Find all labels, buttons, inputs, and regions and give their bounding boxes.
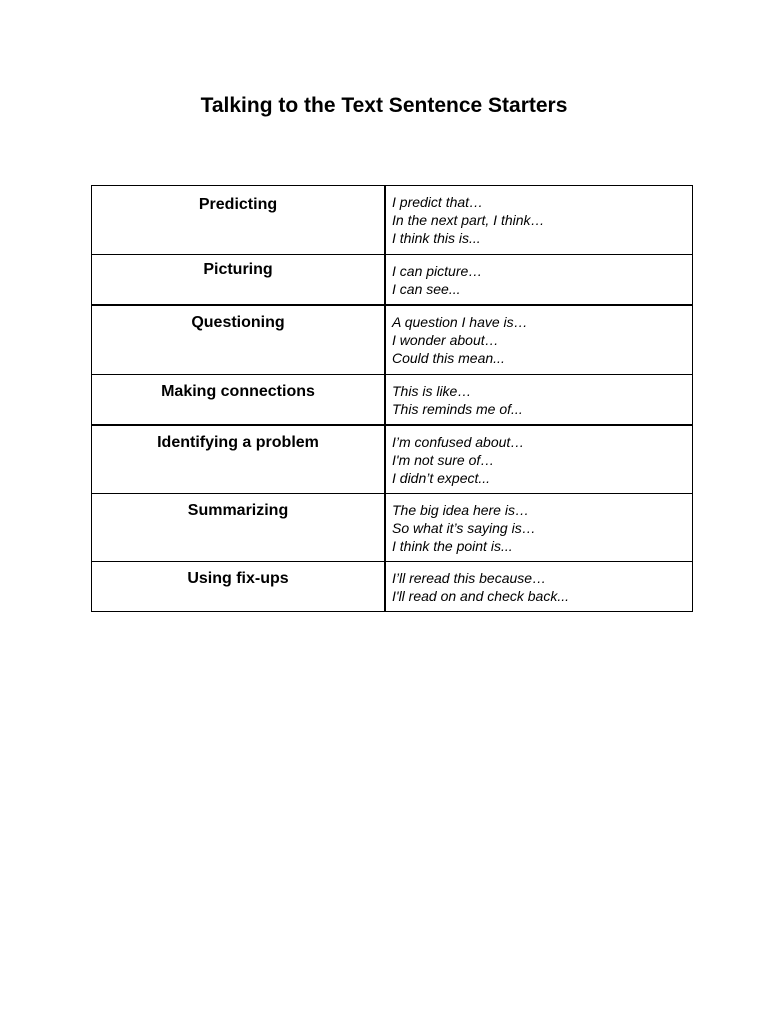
- strategy-cell: Making connections: [92, 374, 386, 425]
- strategy-cell: Picturing: [92, 255, 386, 306]
- sentence-starter: In the next part, I think…: [392, 212, 545, 228]
- sentence-starter: I think the point is...: [392, 537, 513, 554]
- table-row: [92, 374, 693, 425]
- sentence-starter: This is like…: [392, 382, 472, 399]
- sentence-starter: A question I have is…: [392, 314, 528, 330]
- sentence-starter: Could this mean...: [392, 350, 505, 366]
- starters-cell: [385, 374, 693, 425]
- strategy-cell: Using fix-ups: [92, 561, 386, 611]
- table-row: [92, 561, 693, 611]
- sentence-starter: The big idea here is…: [392, 501, 529, 518]
- sentence-starters-table: [91, 185, 693, 612]
- sentence-starter: I can see...: [392, 281, 461, 297]
- table-row: [92, 305, 693, 374]
- strategy-cell: Questioning: [92, 305, 386, 374]
- sentence-starter: This reminds me of...: [392, 400, 523, 417]
- starters-cell: [385, 493, 693, 561]
- starters-cell: [385, 186, 693, 255]
- sentence-starter: I'm not sure of…: [392, 451, 495, 468]
- starters-cell: [385, 425, 693, 494]
- table-row: [92, 255, 693, 306]
- table-row: [92, 186, 693, 255]
- starters-cell: [385, 255, 693, 306]
- starters-cell: [385, 561, 693, 611]
- sentence-starter: I’ll reread this because…: [392, 569, 547, 586]
- strategy-cell: Identifying a problem: [92, 425, 386, 494]
- sentence-starter: I wonder about…: [392, 332, 499, 348]
- sentence-starter: I predict that…: [392, 194, 484, 210]
- table-row: [92, 493, 693, 561]
- sentence-starter: I’m confused about…: [392, 433, 525, 450]
- sentence-starter: I think this is...: [392, 230, 481, 246]
- strategy-cell: Summarizing: [92, 493, 386, 561]
- sentence-starter: I'll read on and check back...: [392, 587, 569, 604]
- page-title: Talking to the Text Sentence Starters: [200, 94, 568, 117]
- table-row: [92, 425, 693, 494]
- sentence-starter: So what it’s saying is…: [392, 519, 536, 536]
- sentence-starter: I didn’t expect...: [392, 469, 491, 486]
- starters-cell: [385, 305, 693, 374]
- sentence-starter: I can picture…: [392, 263, 483, 279]
- strategy-cell: Predicting: [92, 186, 386, 255]
